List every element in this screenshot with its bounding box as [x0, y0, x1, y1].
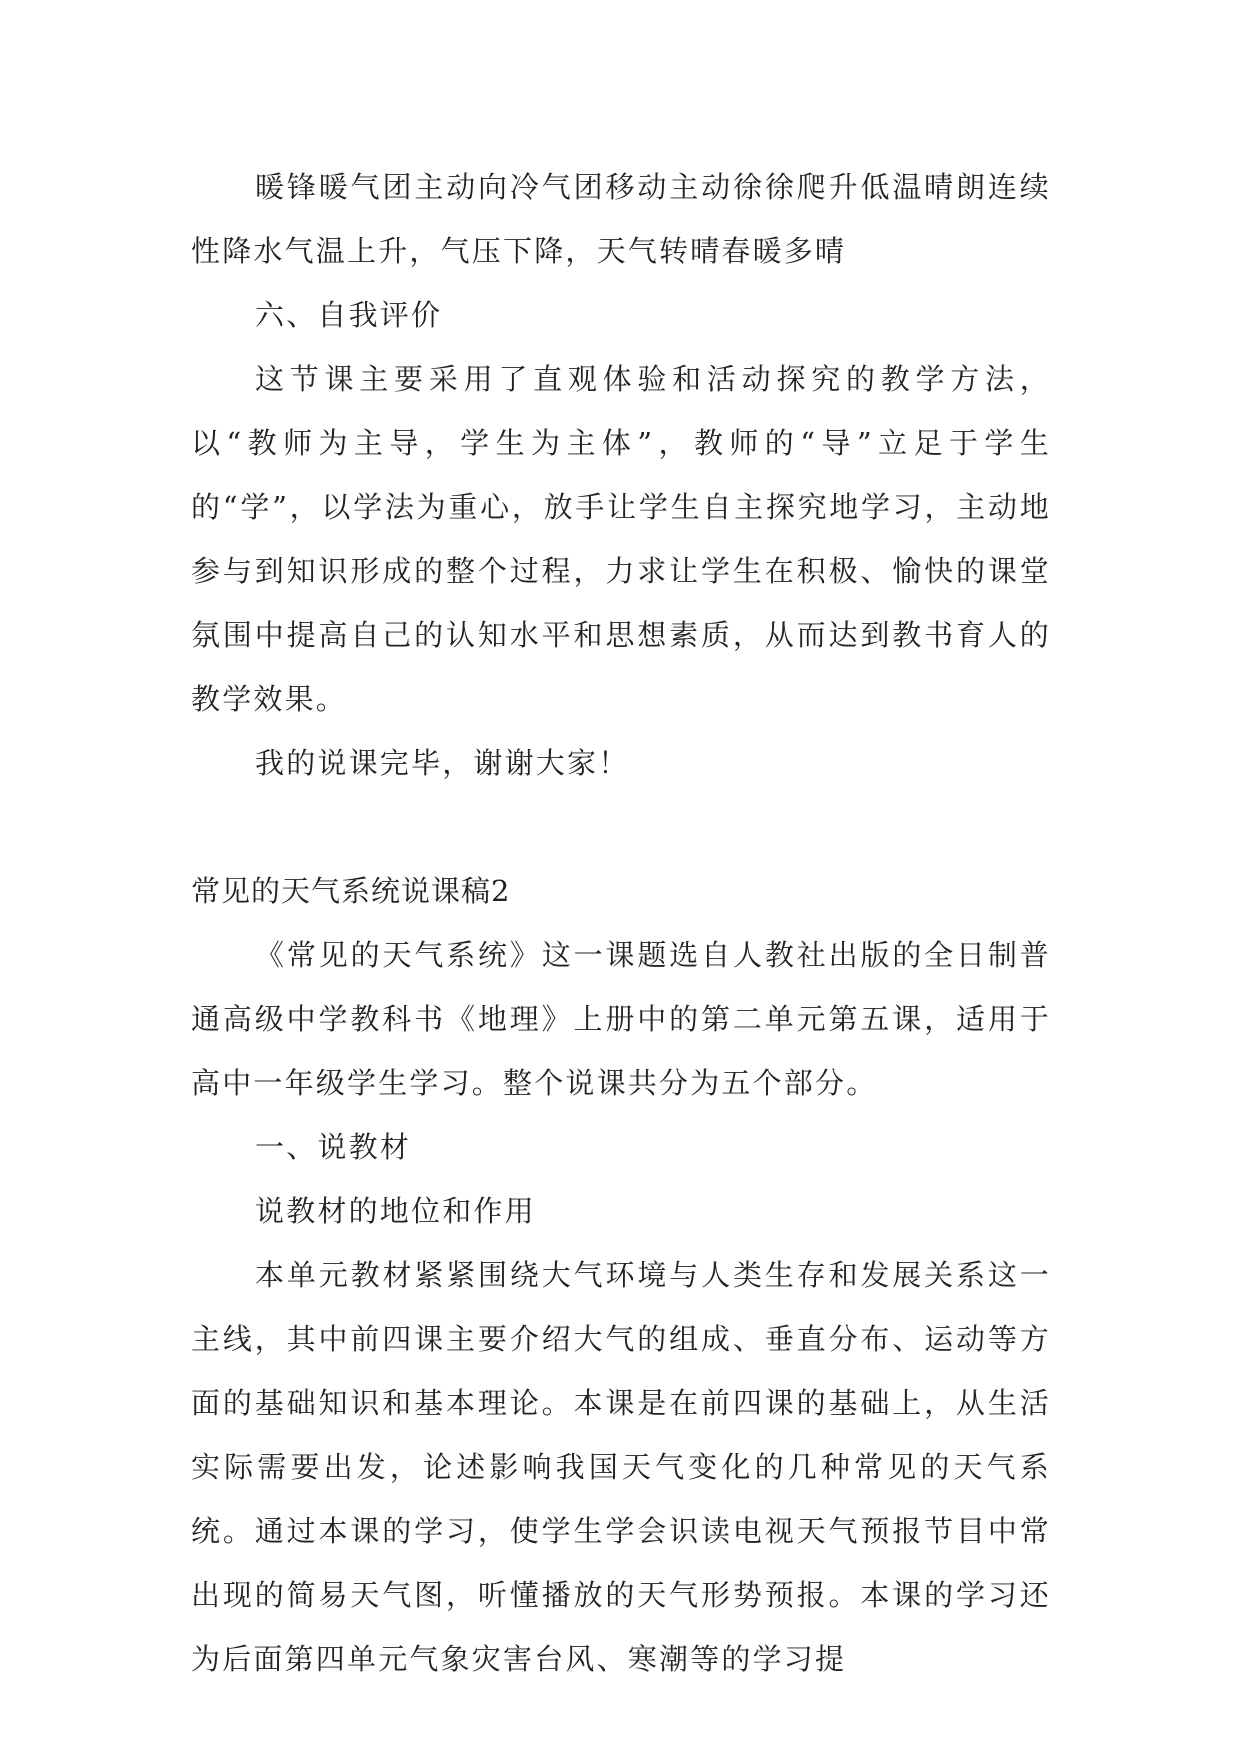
- subsection-title: 说教材的地位和作用: [255, 1194, 536, 1228]
- document-page: [191, 155, 1051, 1691]
- paragraph-closing: 我的说课完毕，谢谢大家！: [255, 746, 630, 780]
- document-title: 常见的天气系统说课稿2: [191, 874, 511, 908]
- paragraph-warm-front: 暖锋暖气团主动向冷气团移动主动徐徐爬升低温晴朗连续性降水气温上升，气压下降，天气转晴春暖多晴: [191, 170, 1051, 268]
- section-six-title: 六、自我评价: [255, 298, 443, 332]
- paragraph-body: 本单元教材紧紧围绕大气环境与人类生存和发展关系这一主线，其中前四课主要介绍大气的组成、垂直分布、运动等方面的基础知识和基本理论。本课是在前四课的基础上，从生活实际需要出发，论述影响我国天气变化的几种常见的天气系统。通过本课的学习，使学生学会识读电视天气预报节目中常出现的简易天气图，听懂播放的天气形势预报。本课的学习还为后面第四单元气象灾害台风、寒潮等的学习提: [191, 1258, 1051, 1676]
- section-one-title: 一、说教材: [255, 1130, 412, 1164]
- spacer: [191, 795, 1051, 859]
- paragraph-intro: 《常见的天气系统》这一课题选自人教社出版的全日制普通高级中学教科书《地理》上册中的第二单元第五课，适用于高中一年级学生学习。整个说课共分为五个部分。: [191, 938, 1051, 1100]
- paragraph-self-evaluation: 这节课主要采用了直观体验和活动探究的教学方法，以“教师为主导，学生为主体”，教师的“导”立足于学生的“学”，以学法为重心，放手让学生自主探究地学习，主动地参与到知识形成的整个过程，力求让学生在积极、愉快的课堂氛围中提高自己的认知水平和思想素质，从而达到教书育人的教学效果。: [191, 362, 1051, 716]
